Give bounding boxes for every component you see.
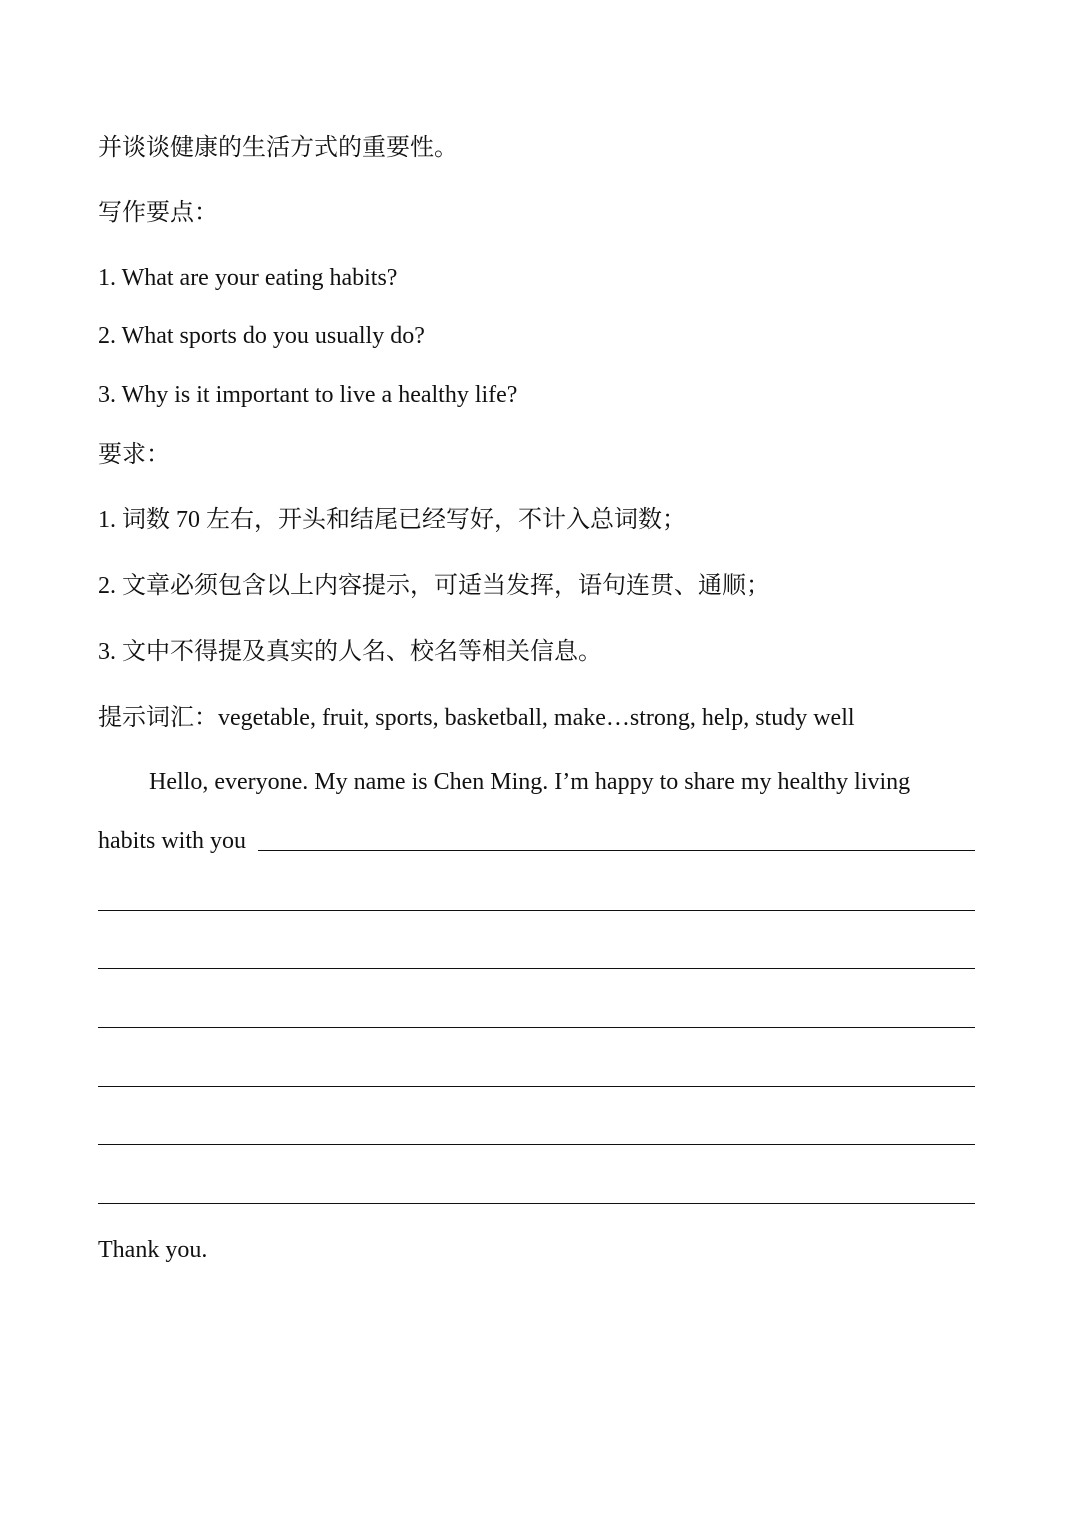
intro-tail-text: 并谈谈健康的生活方式的重要性。 [98, 135, 458, 161]
answer-line-7[interactable] [98, 1203, 975, 1204]
answer-line-4[interactable] [98, 1027, 975, 1028]
essay-closing: Thank you. [98, 1237, 208, 1263]
requirement-2: 2. 文章必须包含以上内容提示，可适当发挥，语句连贯、通顺； [98, 573, 770, 599]
answer-line-2[interactable] [98, 910, 975, 911]
writing-point-2: 2. What sports do you usually do? [98, 323, 425, 349]
writing-point-1: 1. What are your eating habits? [98, 265, 398, 291]
answer-line-1[interactable] [258, 850, 975, 851]
hint-words: 提示词汇：vegetable, fruit, sports, basketball, make…strong, help, study well [98, 705, 855, 731]
requirements-heading: 要求： [98, 442, 170, 468]
essay-opening-line-2: habits with you [98, 828, 246, 854]
essay-opening-line-1: Hello, everyone. My name is Chen Ming. I’m happy to share my healthy living [149, 769, 911, 795]
requirement-1: 1. 词数 70 左右，开头和结尾已经写好，不计入总词数； [98, 507, 686, 533]
answer-line-6[interactable] [98, 1144, 975, 1145]
answer-line-3[interactable] [98, 968, 975, 969]
writing-point-3: 3. Why is it important to live a healthy life? [98, 382, 518, 408]
requirement-3: 3. 文中不得提及真实的人名、校名等相关信息。 [98, 639, 602, 665]
answer-line-5[interactable] [98, 1086, 975, 1087]
writing-points-heading: 写作要点： [98, 200, 218, 226]
